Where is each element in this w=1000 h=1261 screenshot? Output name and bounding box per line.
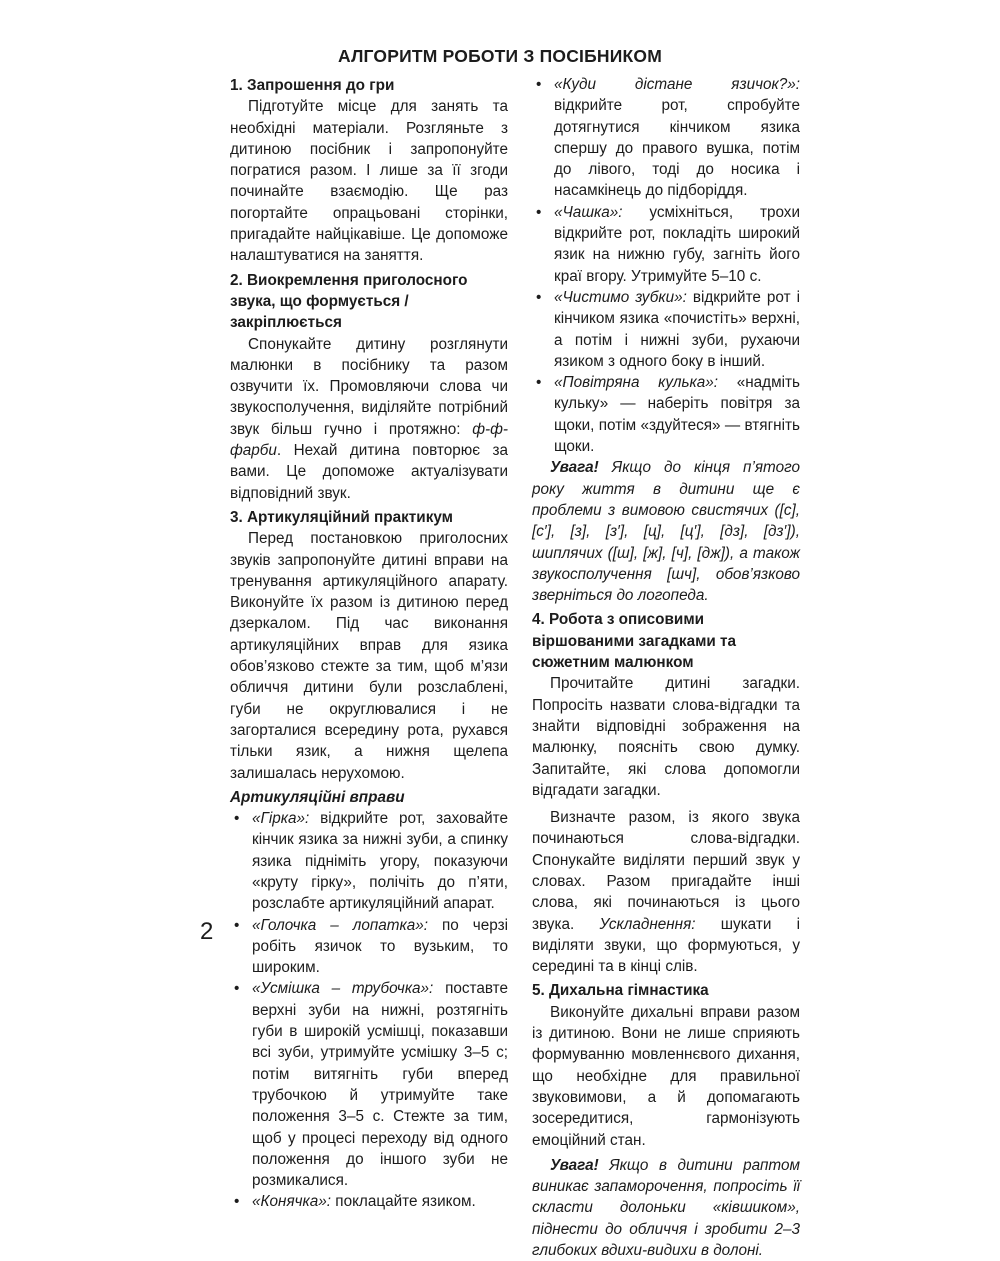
exercise-text: усміхніться, трохи відкрийте рот, покладіть широкий язик на нижню губу, загніть його краї вгору. Утримуйте 5–10 с. (554, 203, 800, 285)
right-column (532, 74, 800, 1261)
exercise-text: поставте верхні зуби на нижні, розтягніть губи в широкій усмішці, показавши всі зуби, утримуйте усмішку 3–5 с; потім витягніть губи вперед трубочкою й утримуйте таке положення 3–5 с. Стежте за тим, щоб у процесі переходу від одного положення до іншого зуби не розмикалися. (252, 980, 508, 1190)
section-3-heading: 3. Артикуляційний практикум (230, 508, 453, 526)
exercise-item (532, 74, 800, 202)
exercise-item (230, 808, 508, 914)
exercise-name: «Куди дістане язичок?»: (554, 76, 800, 93)
warning-text: Якщо в дитини раптом виникає запаморочення, попросіть її скласти долоньки «ківшиком», піднести до обличчя і зробити 2–3 глибоких вдихи-видихи в долоні. (532, 1156, 800, 1260)
exercise-item (230, 1191, 508, 1212)
exercise-name: «Конячка»: (252, 1193, 332, 1211)
warning-text: Якщо до кінця п’ятого року життя в дитини ще є проблеми з вимовою свистячих ([с], [с′], [з], [з′], [ц], [ц′], [дз], [дз′]), шиплячих ([ш], [ж], [ч], [дж]), а також звукосполучення [шч], обов’язково зверніться до логопеда. (532, 459, 800, 605)
complication-label: Ускладнення: (599, 915, 696, 933)
exercise-item (230, 978, 508, 1191)
exercise-text: поклацайте язиком. (331, 1193, 476, 1211)
page-number: 2 (200, 918, 214, 945)
section-1-text: Підготуйте місце для занять та необхідні матеріали. Розгляньте з дитиною посібник і запропонуйте погратися разом. І лише за її згоди починайте взаємодію. Ще раз погортайте опрацьовані сторінки, пригадайте найцікавіше. Це допоможе налаштуватися на заняття. (230, 98, 508, 265)
section-1-heading: 1. Запрошення до гри (230, 77, 395, 94)
section-5-heading: 5. Дихальна гімнастика (532, 982, 709, 1000)
section-4-heading: 4. Робота з описовими віршованими загадками та сюжетним малюнком (532, 611, 737, 672)
exercises-heading: Артикуляційні вправи (230, 788, 405, 806)
section-2-text-after: . Нехай дитина повторює за вами. Це допоможе актуалізувати відповідний звук. (230, 442, 508, 502)
exercise-name: «Голочка – лопатка»: (252, 916, 429, 934)
exercise-text: по черзі робіть язичок то вузьким, то широким. (252, 916, 508, 977)
exercise-text: відкрийте рот, спробуйте дотягнутися кінчиком язика спершу до правого вушка, потім до лівого, тоді до носика і насамкінець до підборіддя. (554, 97, 800, 200)
exercise-item (532, 372, 800, 457)
section-2-text-before: Спонукайте дитину розглянути малюнки в посібнику та разом озвучити їх. Промовляючи слова чи звукосполучення, виділяйте потрібний звук більш гучно і протяжно: (230, 335, 508, 438)
exercise-text: відкрийте рот, заховайте кінчик язика за нижні зуби, а спинку язика підніміть угору, показуючи «круту гірку», полічіть до п’яти, розслабте артикуляційний апарат. (252, 810, 508, 913)
section-2-example: ф-ф-фарби (230, 420, 508, 460)
exercise-item (532, 287, 800, 372)
warning-label: Увага! (550, 1156, 599, 1174)
breathing-warning (532, 1155, 800, 1261)
exercise-list-right (532, 74, 800, 457)
exercise-item (230, 915, 508, 979)
exercise-name: «Чистимо зубки»: (554, 288, 687, 306)
section-4-text-before: Визначте разом, із якого звука починаються слова-відгадки. Спонукайте виділяти перший звук у словах. Разом пригадайте інші слова, які починаються із цього звука. (532, 809, 800, 933)
exercise-name: «Чашка»: (554, 203, 623, 221)
exercise-list-left (230, 808, 508, 1213)
page-title: АЛГОРИТМ РОБОТИ З ПОСІБНИКОМ (338, 46, 662, 66)
warning-label: Увага! (550, 459, 599, 477)
exercise-text: «надміть кульку» — наберіть повітря за щоки, потім «здуйтеся» — втягніть щоки. (554, 374, 800, 456)
section-4-paragraph-1: Прочитайте дитині загадки. Попросіть назвати слова-відгадки та знайти відповідні зображення на малюнку, поясніть свою думку. Запитайте, які слова допомогли відгадати загадки. (532, 675, 800, 799)
exercise-name: «Гірка»: (252, 810, 310, 828)
section-4-text-after: шукати і виділяти звуки, що формуються, у середині та в кінці слів. (532, 915, 800, 976)
left-column (230, 74, 508, 1213)
exercise-item (532, 202, 800, 287)
section-5-text: Виконуйте дихальні вправи разом із дитиною. Вони не лише сприяють формуванню мовленнєвого дихання, що необхідне для правильної звуковимови, а й допомагають зосередитися, гармонізують емоційний стан. (532, 1003, 800, 1149)
exercise-name: «Повітряна кулька»: (554, 374, 719, 392)
section-2-heading: 2. Виокремлення приголосного звука, що формується / закріплюється (230, 271, 468, 332)
section-2-text (230, 334, 508, 504)
section-3-text: Перед постановкою приголосних звуків запропонуйте дитині вправи на тренування артикуляційного апарату. Виконуйте їх разом із дитиною перед дзеркалом. Під час виконання артикуляційних вправ для язика обов’язково стежте за тим, щоб м’язи обличчя дитини були розслаблені, губи не округлювалися і не загорталися всередину рота, рухався тільки язик, а нижня щелепа залишалась нерухомою. (230, 530, 508, 782)
exercise-name: «Усмішка – трубочка»: (252, 980, 434, 998)
exercise-text: відкрийте рот і кінчиком язика «почистіть» верхні, а потім і нижні зуби, рухаючи язиком з одного боку в інший. (554, 288, 800, 370)
section-4-paragraph-2 (532, 807, 800, 977)
articulation-warning (532, 457, 800, 606)
